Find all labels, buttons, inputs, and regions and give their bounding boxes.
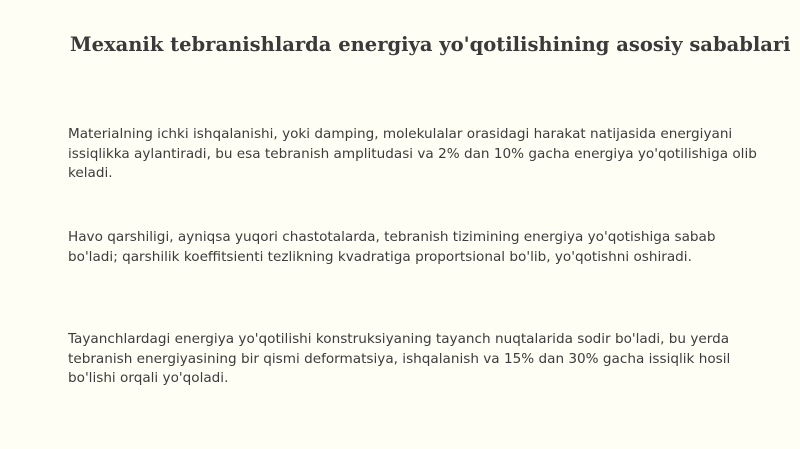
paragraph-air-resistance: Havo qarshiligi, ayniqsa yuqori chastotalarda, tebranish tizimining energiya yo'qotishiga sabab bo'ladi; qarshilik koeffitsienti tezlikning kvadratiga proportsional bo'lib, yo'qotishni oshiradi. (68, 229, 716, 265)
paragraph-support-losses: Tayanchlardagi energiya yo'qotilishi konstruksiyaning tayanch nuqtalarida sodir bo'ladi, bu yerda tebranish energiyasining bir qismi deformatsiya, ishqalanish va 15% dan 30% gacha issiqlik hosil bo'lishi orqali yo'qoladi. (68, 331, 731, 386)
slide-title: Mexanik tebranishlarda energiya yo'qotilishining asosiy sabablari (70, 33, 791, 56)
paragraph-internal-friction: Materialning ichki ishqalanishi, yoki damping, molekulalar orasidagi harakat natijasida energiyani issiqlikka aylantiradi, bu esa tebranish amplitudasi va 2% dan 10% gacha energiya yo'qotilishiga olib keladi. (68, 126, 757, 181)
